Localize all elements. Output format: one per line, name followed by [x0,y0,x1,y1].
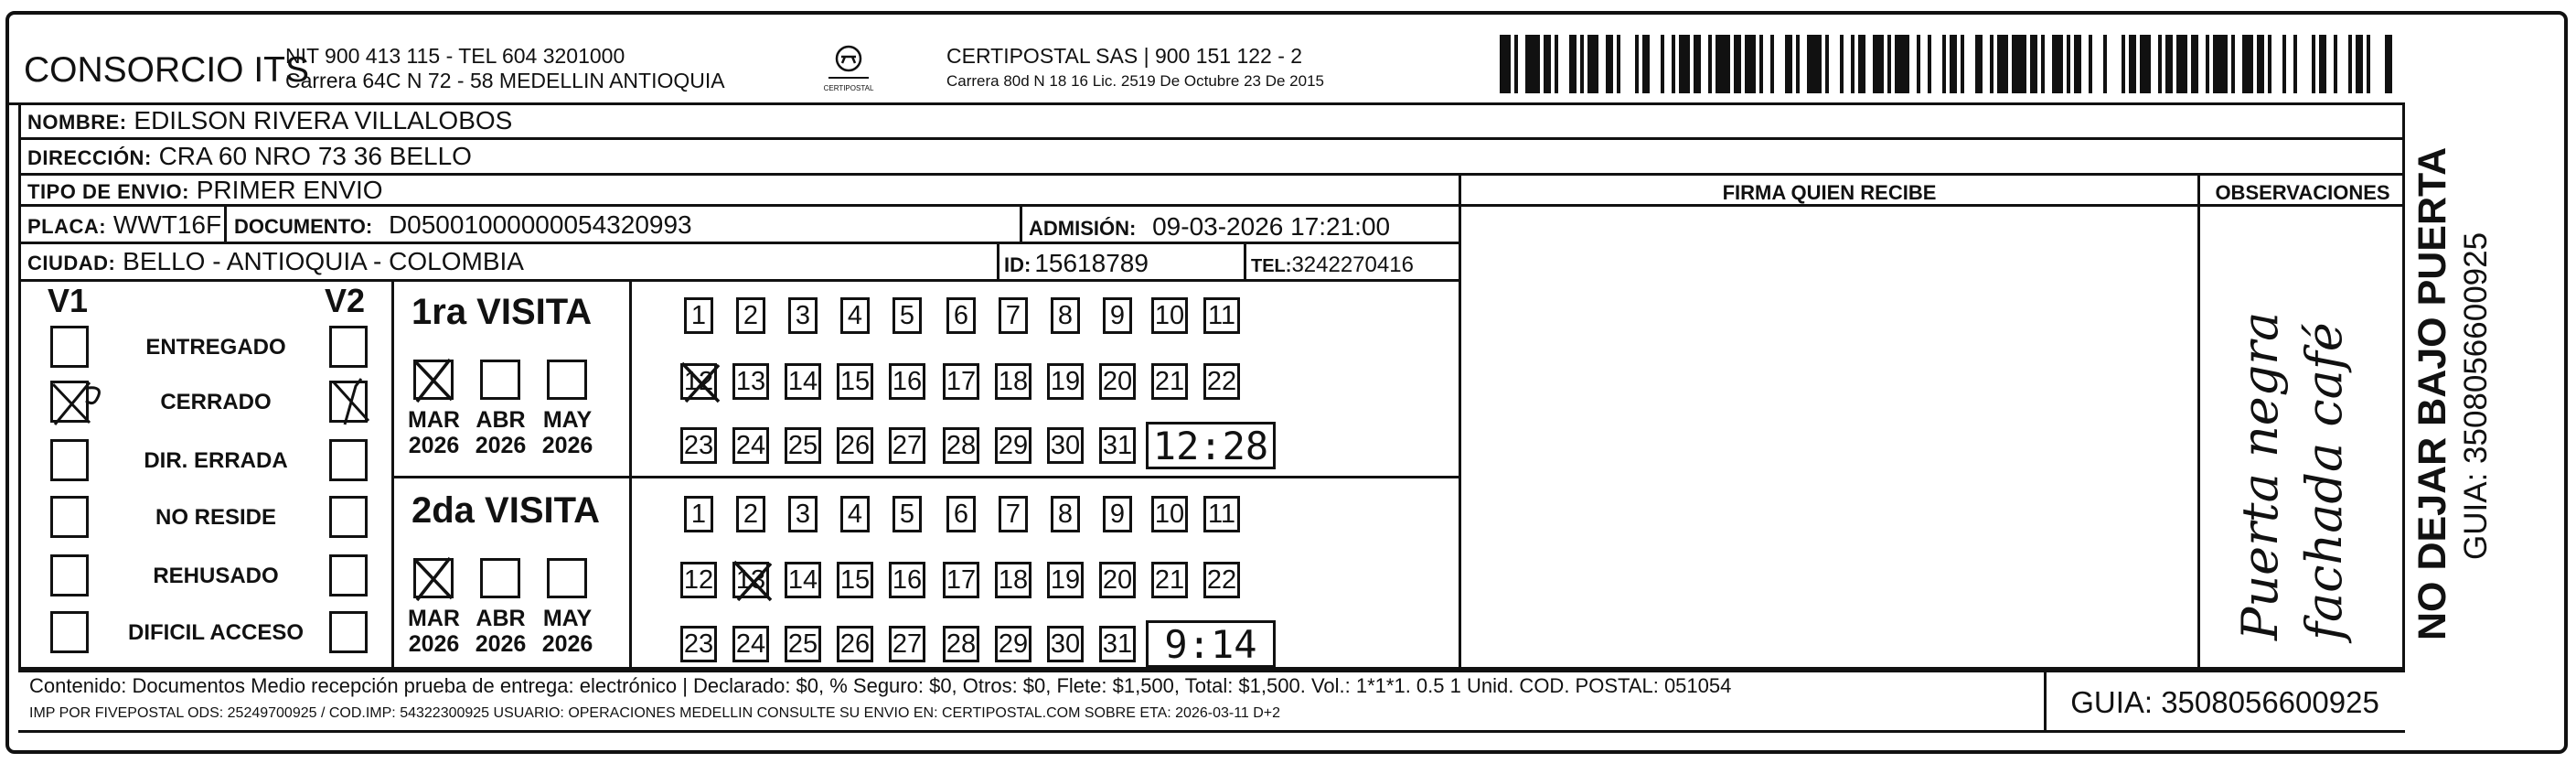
no-dejar-notice: NO DEJAR BAJO PUERTA [2410,146,2454,640]
ciudad-row [27,247,524,276]
day-cell[interactable]: 22 [1203,363,1240,400]
day-cell[interactable]: 17 [943,562,979,598]
day-cell[interactable]: 10 [1151,297,1188,334]
row-line [18,242,1459,244]
cell-sep [1020,207,1022,242]
day-cell[interactable]: 17 [943,363,979,400]
footer-bottom [18,730,2405,733]
day-cell[interactable]: 19 [1047,562,1084,598]
id-row [1004,249,1149,278]
day-cell[interactable]: 30 [1047,427,1084,464]
month-checkbox[interactable] [413,360,454,400]
tipo-row [27,176,383,205]
day-cell[interactable]: 14 [785,562,821,598]
direccion-row [27,142,472,171]
day-cell[interactable]: 5 [893,297,922,334]
visit-time-box[interactable] [1146,620,1276,668]
year-label: 2026 [541,631,593,657]
v1-checkbox[interactable] [50,611,89,653]
tel-label: TEL: [1251,256,1292,276]
placa-label: PLACA: [27,215,107,238]
day-cell[interactable]: 20 [1099,562,1136,598]
observaciones-header: OBSERVACIONES [2215,181,2390,204]
company-name: CONSORCIO ITS [24,50,310,90]
status-label: NO RESIDE [155,505,277,530]
cell-sep [997,244,999,279]
day-cell[interactable]: 2 [736,297,765,334]
direccion-value: CRA 60 NRO 73 36 BELLO [158,142,472,170]
day-cell[interactable]: 19 [1047,363,1084,400]
id-value: 15618789 [1034,249,1149,277]
day-cell[interactable]: 24 [732,626,769,662]
obs-handwriting-2: fachada café [2295,322,2353,640]
day-cell[interactable]: 11 [1203,496,1240,532]
month-checkbox[interactable] [413,558,454,598]
logo-text: CERTIPOSTAL [823,84,874,92]
month-label: ABR [476,606,526,631]
day-cell[interactable]: 2 [736,496,765,532]
tipo-label: TIPO DE ENVIO: [27,180,189,203]
v2-checkbox[interactable] [329,496,368,538]
status-label: DIFICIL ACCESO [127,620,304,645]
year-label: 2026 [475,433,527,458]
day-cell[interactable]: 31 [1099,626,1136,662]
month-label: ABR [476,407,526,433]
day-cell[interactable]: 18 [995,562,1031,598]
v1-checkbox[interactable] [50,326,89,368]
status-label: CERRADO [160,390,272,414]
row-line [18,279,1459,282]
cell-sep [224,207,227,242]
day-cell[interactable]: 24 [732,427,769,464]
day-cell[interactable]: 10 [1151,496,1188,532]
placa-row [27,210,221,240]
tel-row [1251,253,1414,278]
admision-value: 09-03-2026 17:21:00 [1152,212,1391,241]
v1-checkbox[interactable] [50,381,89,423]
day-cell[interactable]: 1 [684,496,713,532]
status-label: DIR. ERRADA [144,448,288,473]
ciudad-value: BELLO - ANTIOQUIA - COLOMBIA [123,247,524,275]
month-checkbox[interactable] [547,360,587,400]
footer-guia: GUIA: 3508056600925 [2070,685,2379,719]
day-cell[interactable]: 1 [684,297,713,334]
v2-checkbox[interactable] [329,326,368,368]
day-cell[interactable]: 28 [943,427,979,464]
obs-handwriting-1: Puerta negra [2231,311,2289,640]
footer-content: Contenido: Documentos Medio recepción prueba de entrega: electrónico | Declarado: $0, % Seguro: $0, Otros: $0, Flete: $1,500, Total: $1,500. Vol.: 1*1*1. 0.5 1 Unid. COD. POSTAL: 051054 [29,674,1732,697]
day-cell[interactable]: 4 [840,496,870,532]
cell-sep [1244,244,1246,279]
day-cell[interactable]: 6 [946,496,976,532]
day-cell[interactable]: 16 [889,363,925,400]
row-line [18,670,2405,672]
day-cell[interactable]: 26 [837,626,873,662]
day-cell[interactable]: 26 [837,427,873,464]
v2-checkbox[interactable] [329,554,368,596]
day-cell[interactable]: 30 [1047,626,1084,662]
month-label: MAR [408,606,460,631]
v2-checkbox[interactable] [329,439,368,481]
placa-value: WWT16F [112,210,222,239]
day-cell[interactable]: 20 [1099,363,1136,400]
col-line [1459,173,1461,670]
firma-header: FIRMA QUIEN RECIBE [1722,181,1937,204]
day-cell[interactable]: 28 [943,626,979,662]
admision-row [1029,212,1390,242]
col-line [2197,173,2200,670]
day-cell[interactable]: 23 [680,626,717,662]
nombre-value: EDILSON RIVERA VILLALOBOS [134,106,513,134]
carrier-address: Carrera 80d N 18 16 Lic. 2519 De Octubre 23 De 2015 [946,72,1324,90]
day-cell[interactable]: 9 [1103,297,1132,334]
day-cell[interactable]: 29 [995,427,1031,464]
admision-label: ADMISIÓN: [1029,217,1137,240]
documento-row [234,210,692,240]
visit-time: 12:28 [1152,423,1269,468]
v2-checkbox[interactable] [329,381,368,423]
visit-title: 2da VISITA [412,490,600,531]
status-label: ENTREGADO [145,335,286,360]
month-checkbox[interactable] [480,360,520,400]
day-cell[interactable]: 18 [995,363,1031,400]
day-cell[interactable]: 9 [1103,496,1132,532]
day-cell[interactable]: 15 [837,562,873,598]
day-cell[interactable]: 7 [999,297,1028,334]
day-cell[interactable]: 21 [1151,363,1188,400]
day-cell[interactable]: 25 [785,427,821,464]
month-label: MAY [542,407,593,433]
nombre-row [27,106,512,135]
month-checkbox[interactable] [480,558,520,598]
year-label: 2026 [408,631,460,657]
v1-label: V1 [48,282,89,319]
visit-time: 9:14 [1164,621,1257,667]
day-cell[interactable]: 12 [680,562,717,598]
day-cell[interactable]: 4 [840,297,870,334]
status-label: REHUSADO [153,564,279,588]
v1-checkbox[interactable] [50,554,89,596]
company-nit: NIT 900 413 115 - TEL 604 3201000 [285,44,625,68]
day-cell[interactable]: 8 [1051,297,1080,334]
direccion-label: DIRECCIÓN: [27,146,152,169]
day-cell[interactable]: 5 [893,496,922,532]
month-checkbox[interactable] [547,558,587,598]
visit-title: 1ra VISITA [412,292,593,332]
day-cell[interactable]: 6 [946,297,976,334]
documento-value: D05001000000054320993 [388,210,692,239]
day-cell[interactable]: 31 [1099,427,1136,464]
month-label: MAY [542,606,593,631]
company-address: Carrera 64C N 72 - 58 MEDELLIN ANTIOQUIA [285,69,725,92]
day-cell[interactable]: 7 [999,496,1028,532]
year-label: 2026 [541,433,593,458]
year-label: 2026 [475,631,527,657]
day-cell[interactable]: 13 [732,363,769,400]
footer-imp: IMP POR FIVEPOSTAL ODS: 25249700925 / COD.IMP: 54322300925 USUARIO: OPERACIONES MEDELLIN CONSULTE SU ENVIO EN: CERTIPOSTAL.COM SOBRE ETA: 2026-03-11 D+2 [29,705,1281,721]
side-guia: GUIA: 3508056600925 [2458,231,2494,560]
visit-time-box[interactable] [1146,422,1276,469]
day-cell[interactable]: 13 [732,562,769,598]
id-label: ID: [1004,253,1031,276]
row-line [18,137,2405,140]
day-cell[interactable]: 14 [785,363,821,400]
day-cell[interactable]: 27 [889,427,925,464]
day-cell[interactable]: 21 [1151,562,1188,598]
tipo-value: PRIMER ENVIO [196,176,383,204]
day-cell[interactable]: 27 [889,626,925,662]
year-label: 2026 [408,433,460,458]
day-cell[interactable]: 23 [680,427,717,464]
carrier-info: CERTIPOSTAL SAS | 900 151 122 - 2 [946,44,1303,68]
documento-label: DOCUMENTO: [234,215,373,238]
day-cell[interactable]: 25 [785,626,821,662]
day-cell[interactable]: 15 [837,363,873,400]
visit-sep-h [391,476,1459,478]
day-cell[interactable]: 12 [680,363,717,400]
day-cell[interactable]: 3 [788,496,818,532]
month-label: MAR [408,407,460,433]
nombre-label: NOMBRE: [27,111,127,134]
day-cell[interactable]: 29 [995,626,1031,662]
day-cell[interactable]: 8 [1051,496,1080,532]
v1-checkbox[interactable] [50,496,89,538]
day-cell[interactable]: 16 [889,562,925,598]
tel-value: 3242270416 [1291,253,1414,277]
day-cell[interactable]: 11 [1203,297,1240,334]
v1-checkbox[interactable] [50,439,89,481]
day-cell[interactable]: 22 [1203,562,1240,598]
visit-sep [629,279,632,670]
day-cell[interactable]: 3 [788,297,818,334]
v2-checkbox[interactable] [329,611,368,653]
v2-label: V2 [325,282,366,319]
visit-sep [391,279,394,670]
ciudad-label: CIUDAD: [27,252,116,274]
